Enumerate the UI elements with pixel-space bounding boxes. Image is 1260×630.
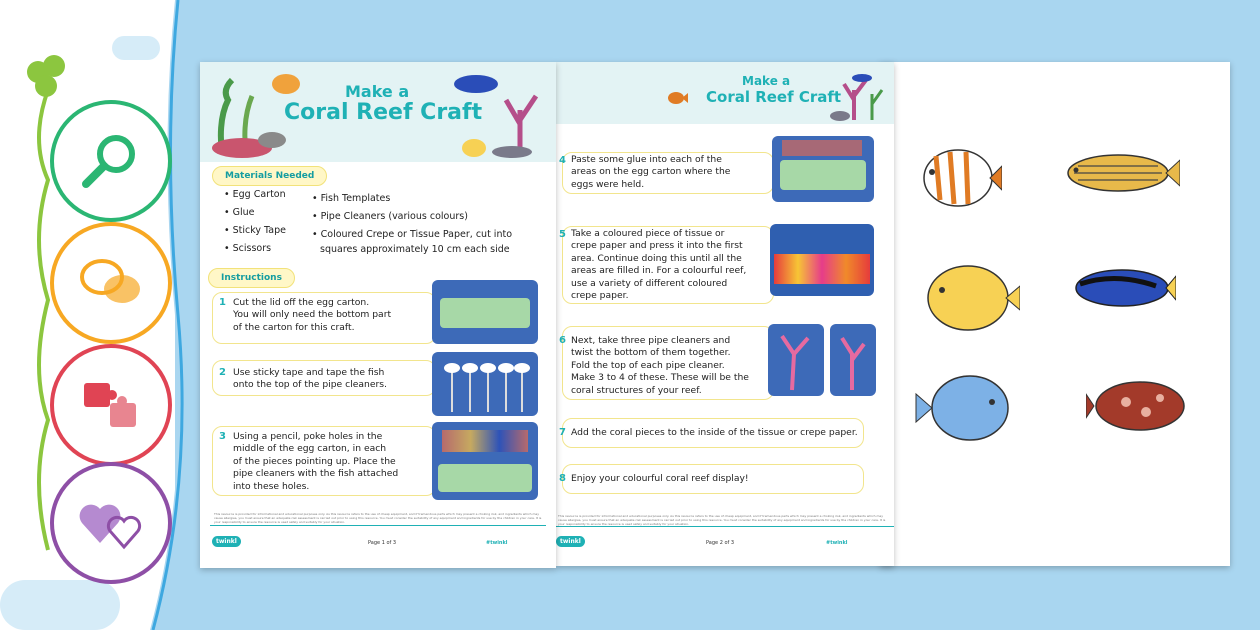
materials-list-left: • Egg Carton • Glue • Sticky Tape • Scissors — [224, 189, 286, 254]
material-item: Pipe Cleaners (various colours) — [320, 211, 468, 222]
badge-search — [50, 100, 172, 222]
page-title-line2: Coral Reef Craft — [706, 88, 842, 106]
step-text: of the pieces pointing up. Place the — [233, 455, 396, 467]
step-text: Next, take three pipe cleaners and — [571, 335, 731, 346]
step-card — [212, 360, 436, 396]
twinkl-logo: twinkl — [212, 536, 241, 547]
hashtag-brand: #twinkl — [826, 540, 848, 546]
step-text: twist the bottom of them together. — [571, 347, 731, 359]
crepe-paper-photo — [770, 224, 874, 296]
step-card — [212, 292, 436, 344]
step-text: crepe paper. — [571, 290, 629, 302]
page-title-line2: Coral Reef Craft — [284, 100, 483, 125]
step-text: eggs were held. — [571, 178, 645, 190]
badge-wellbeing — [50, 462, 172, 584]
material-item: Coloured Crepe or Tissue Paper, cut into — [320, 229, 513, 240]
step-text: Cut the lid off the egg carton. — [233, 297, 370, 308]
step-card — [559, 418, 864, 448]
step-text: use a variety of different coloured — [571, 277, 728, 289]
coral-reef-illustration — [202, 70, 302, 160]
step-number: 6 — [559, 335, 566, 346]
badge-discussion — [50, 222, 172, 344]
materials-list-right: • Fish Templates • Pipe Cleaners (various colours) • Coloured Crepe or Tissue Paper, cut into squares approximately 10 cm each side — [312, 193, 513, 255]
footer-disclaimer: This resource is provided for informational and educational purposes only. As this resource refers to the use of cheap equipment, and if tremendous parts which may present a choking risk, and ingredients which may cause allergies, you must ensure that an adequate risk assessment is carried out prior to using this resource. You must consider the suitability of any equipment and ingredients for use by the children in your care. It is your responsibility to ensure the resource is used safely and suitably for your situation. — [558, 514, 886, 526]
step-number: 1 — [219, 297, 226, 308]
small-fish-icon — [666, 90, 688, 106]
blue-tang-icon — [1066, 262, 1176, 312]
step-number: 3 — [219, 431, 226, 442]
step-number: 8 — [559, 473, 566, 484]
step-text: of the carton for this craft. — [233, 321, 355, 333]
step-text: You will only need the bottom part — [233, 309, 392, 321]
step-card — [559, 326, 774, 400]
fish-pipe-cleaners-photo — [432, 352, 538, 416]
materials-heading: Materials Needed — [212, 166, 327, 186]
finished-reef-photo — [432, 422, 538, 500]
twinkl-logo: twinkl — [556, 536, 585, 547]
material-item: squares approximately 10 cm each side — [320, 244, 510, 255]
step-card — [559, 152, 774, 194]
step-text: Add the coral pieces to the inside of the tissue or crepe paper. — [571, 427, 858, 438]
step-text: area. Continue doing this until all the — [571, 252, 742, 264]
butterflyfish-icon — [916, 142, 1002, 212]
instructions-page-1 — [200, 62, 556, 568]
step-text: into these holes. — [233, 480, 310, 492]
speech-bubbles-icon — [76, 253, 146, 313]
page-number: Page 1 of 3 — [368, 540, 397, 546]
page-number: Page 2 of 3 — [706, 540, 735, 546]
step-text: pipe cleaners with the fish attached — [233, 468, 399, 480]
step-text: coral structures of your reef. — [571, 384, 702, 396]
step-text: Use sticky tape and tape the fish — [233, 367, 385, 378]
hashtag-brand: #twinkl — [486, 540, 508, 546]
yellow-tang-icon — [920, 258, 1020, 338]
pipe-cleaner-photo — [768, 324, 824, 396]
instructions-page-2 — [556, 62, 894, 566]
step-text: Fold the top of each pipe cleaner. — [571, 359, 725, 371]
step-text: Take a coloured piece of tissue or — [571, 228, 725, 239]
magnifier-icon — [76, 126, 146, 196]
step-number: 7 — [559, 427, 566, 438]
material-item: Glue — [232, 207, 255, 218]
blue-fish-icon — [914, 368, 1014, 448]
material-item: Sticky Tape — [232, 225, 286, 236]
step-text: onto the top of the pipe cleaners. — [233, 379, 387, 391]
page-title-line1: Make a — [742, 74, 791, 88]
instructions-heading: Instructions — [208, 268, 295, 288]
material-item: Egg Carton — [232, 189, 286, 200]
step-text: Make 3 to 4 of these. These will be the — [571, 372, 749, 384]
step-text: Using a pencil, poke holes in the — [233, 431, 383, 442]
step-text: Enjoy your colourful coral reef display! — [571, 473, 749, 484]
step-card — [212, 426, 436, 496]
badge-puzzle — [50, 344, 172, 466]
footer-disclaimer: This resource is provided for informational and educational purposes only. As this resource refers to the use of cheap equipment, and if tremendous parts which may present a choking risk, and ingredients which may cause allergies, you must ensure that an adequate risk assessment is carried out prior to using this resource. You must consider the suitability of any equipment and ingredients for use by the children in your care. It is your responsibility to ensure the resource is used safely and suitably for your situation. — [214, 512, 542, 524]
egg-carton-photo — [772, 136, 874, 202]
red-grouper-icon — [1086, 374, 1196, 438]
coral-fish-illustration — [450, 70, 554, 162]
step-text: areas are filled in. For a colourful reef, — [571, 265, 747, 277]
step-card — [559, 226, 774, 304]
step-card — [559, 464, 864, 494]
striped-fish-icon — [1062, 148, 1180, 198]
pipe-cleaner-photo — [830, 324, 876, 396]
step-text: crepe paper and press it into the first — [571, 240, 743, 252]
material-item: Fish Templates — [320, 193, 391, 204]
page-title-line1: Make a — [345, 82, 410, 101]
step-text: areas on the egg carton where the — [571, 166, 731, 178]
coral-icon — [824, 70, 890, 124]
puzzle-icon — [76, 375, 146, 435]
step-text: middle of the egg carton, in each — [233, 443, 387, 455]
step-number: 4 — [559, 155, 566, 166]
step-number: 2 — [219, 367, 226, 378]
egg-carton-photo — [432, 280, 538, 344]
step-number: 5 — [559, 229, 566, 240]
material-item: Scissors — [232, 243, 272, 254]
step-text: Paste some glue into each of the — [571, 154, 722, 165]
fish-template-page — [880, 62, 1230, 566]
hearts-icon — [76, 493, 146, 553]
